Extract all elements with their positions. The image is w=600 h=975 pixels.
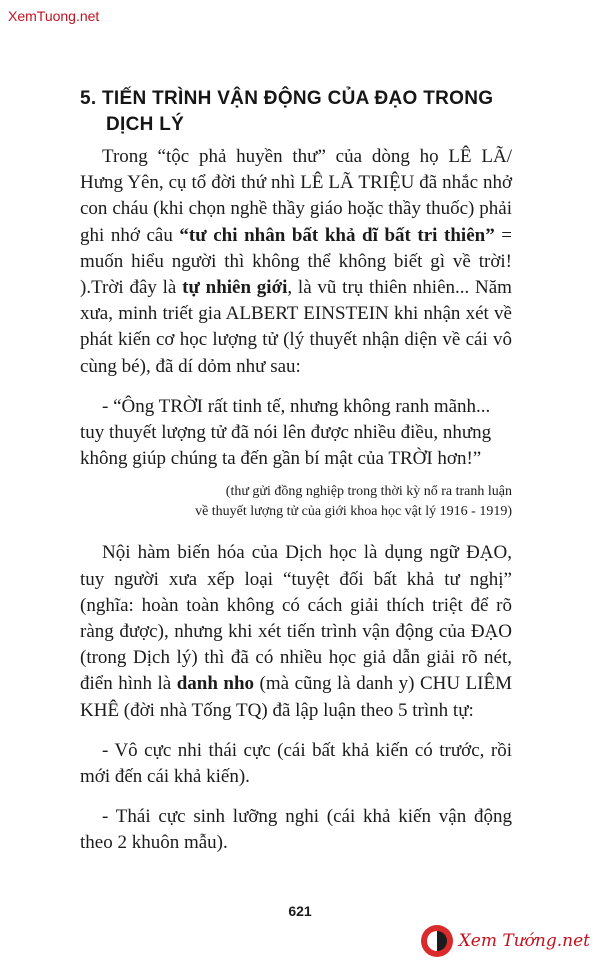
citation-line-1: (thư gửi đồng nghiệp trong thời kỳ nổ ra tranh luận: [225, 484, 512, 500]
paragraph-dao: [80, 540, 512, 723]
logo-text: Xem Tướng.net: [458, 931, 590, 951]
yin-yang-icon: [421, 925, 453, 957]
dao-text-2: (mà cũng là danh y) CHU LIÊM KHÊ (đời nhà Tống TQ) đã lập luận theo 5 trình tự:: [80, 673, 513, 721]
intro-text-1: Trong “tộc phả huyền thư” của dòng họ LÊ LÃ/ Hưng Yên, cụ tổ đời thứ nhì LÊ LÃ TRIỆU đã nhắc nhở con cháu (khi chọn nghề thầy giáo hoặc thầy thuốc) phải ghi nhớ câu: [80, 146, 512, 246]
dao-text-1: Nội hàm biến hóa của Dịch học là dụng ngữ ĐẠO, tuy người xưa xếp loại “tuyệt đối bất khả tư nghị” (nghĩa: hoàn toàn không có cách giải thích triệt để rõ ràng được), nhưng khi xét tiến trình vận động của ĐẠO (trong Dịch lý) thì đã có nhiều học giả dẫn giải rõ nét, điển hình là: [80, 542, 512, 695]
site-watermark-top: XemTuong.net: [8, 8, 100, 24]
site-logo: [421, 925, 590, 957]
heading-line-1: 5. TIẾN TRÌNH VẬN ĐỘNG CỦA ĐẠO TRONG: [80, 88, 494, 109]
page-body: [80, 144, 512, 871]
page-number: 621: [288, 903, 312, 919]
list-item: - Thái cực sinh lưỡng nghi (cái khả kiến vận động theo 2 khuôn mẫu).: [80, 806, 512, 854]
list-item: - Vô cực nhi thái cực (cái bất khả kiến có trước, rồi mới đến cái khả kiến).: [80, 739, 512, 788]
einstein-quote: - “Ông TRỜI rất tinh tế, nhưng không ranh mãnh... tuy thuyết lượng tử đã nói lên được nhiều điều, nhưng không giúp chúng ta đến gần bí mật của TRỜI hơn!”: [80, 395, 492, 470]
intro-text-3: , là vũ trụ thiên nhiên... Năm xưa, minh triết gia ALBERT EINSTEIN khi nhận xét về phát kiến cơ học lượng tử (lý thuyết nhận diện về cái vô cùng bé), đã dí dỏm như sau:: [80, 277, 512, 377]
intro-bold-term: tự nhiên giới: [182, 277, 288, 299]
heading-line-2: DỊCH LÝ: [106, 114, 185, 135]
intro-bold-quote: “tư chi nhân bất khả dĩ bất tri thiên”: [179, 224, 495, 246]
paragraph-intro: [80, 144, 512, 380]
intro-text-2: = muốn hiểu người thì không thể không biết gì về trời! ).Trời đây là: [80, 224, 512, 299]
section-heading: [80, 86, 520, 138]
citation-line-2: về thuyết lượng tử của giới khoa học vật lý 1916 - 1919): [195, 504, 512, 520]
dao-bold-term: danh nho: [176, 673, 255, 695]
quote-citation: [80, 482, 512, 522]
